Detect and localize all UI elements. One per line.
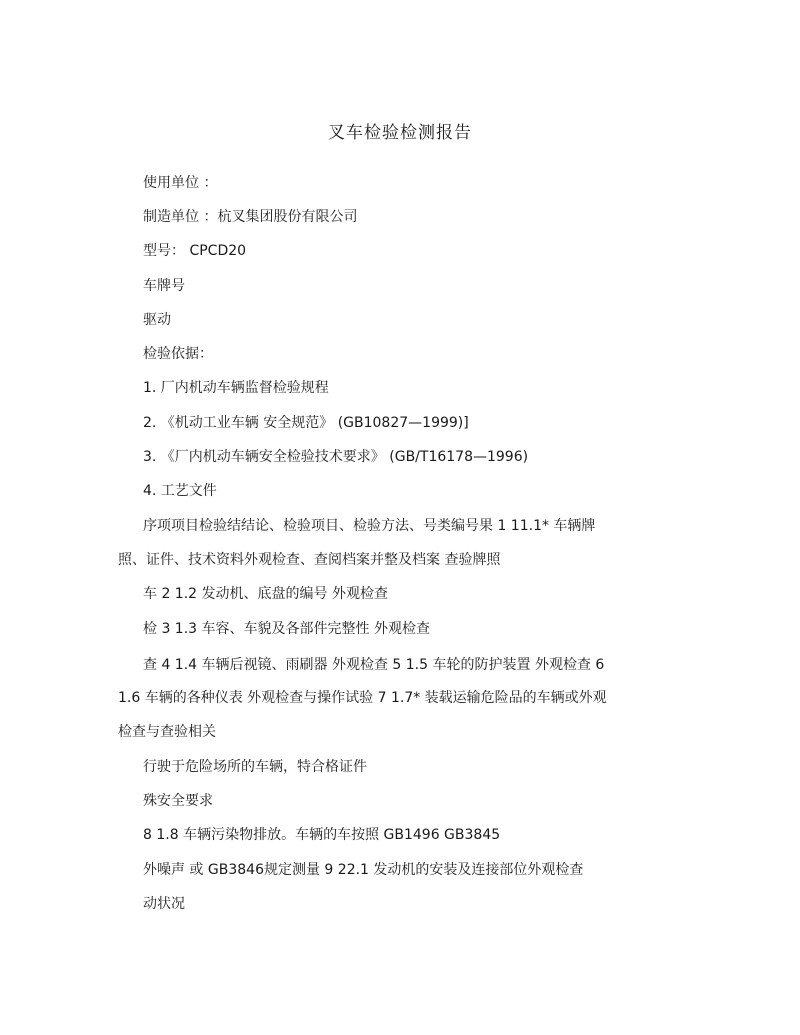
model-line: 型号： CPCD20 — [143, 243, 247, 259]
basis-item-4: 4. 工艺文件 — [143, 483, 217, 499]
body-text-line: 车 2 1.2 发动机、底盘的编号 外观检查 — [143, 586, 388, 602]
table-header-line: 序项项目检验结结论、检验项目、检验方法、号类编号果 1 11.1* 车辆牌 — [143, 518, 596, 534]
body-text-line: 殊安全要求 — [143, 793, 213, 809]
user-unit-line: 使用单位 ： — [143, 175, 218, 191]
body-text-line: 检查与查验相关 — [118, 724, 216, 740]
body-text-line: 行驶于危险场所的车辆，特合格证件 — [143, 759, 367, 775]
basis-heading: 检验依据： — [143, 346, 213, 362]
body-text-line: 检 3 1.3 车容、车貌及各部件完整性 外观检查 — [143, 621, 430, 637]
basis-item-1: 1. 厂内机动车辆监督检验规程 — [143, 380, 329, 396]
body-text-line: 8 1.8 车辆污染物排放。车辆的车按照 GB1496 GB3845 — [143, 827, 501, 843]
body-text-line: 照、证件、技术资料外观检查、查阅档案并整及档案 查验牌照 — [118, 552, 501, 568]
body-text-line: 外噪声 或 GB3846规定测量 9 22.1 发动机的安装及连接部位外观检查 — [143, 862, 584, 878]
drive-line: 驱动 — [143, 312, 171, 328]
body-text-line: 查 4 1.4 车辆后视镜、雨刷器 外观检查 5 1.5 车轮的防护装置 外观检查 6 — [143, 657, 605, 673]
report-title: 叉车检验检测报告 — [328, 123, 472, 143]
plate-line: 车牌号 — [143, 278, 185, 294]
basis-item-3: 3. 《厂内机动车辆安全检验技术要求》 (GB/T16178—1996) — [143, 449, 529, 465]
basis-item-2: 2. 《机动工业车辆 安全规范》 (GB10827—1999)] — [143, 415, 469, 431]
body-text-line: 动状况 — [143, 896, 185, 912]
manufacturer-line: 制造单位 ：杭叉集团股份有限公司 — [143, 209, 358, 225]
body-text-line: 1.6 车辆的各种仪表 外观检查与操作试验 7 1.7* 装载运输危险品的车辆或外观 — [118, 690, 607, 706]
